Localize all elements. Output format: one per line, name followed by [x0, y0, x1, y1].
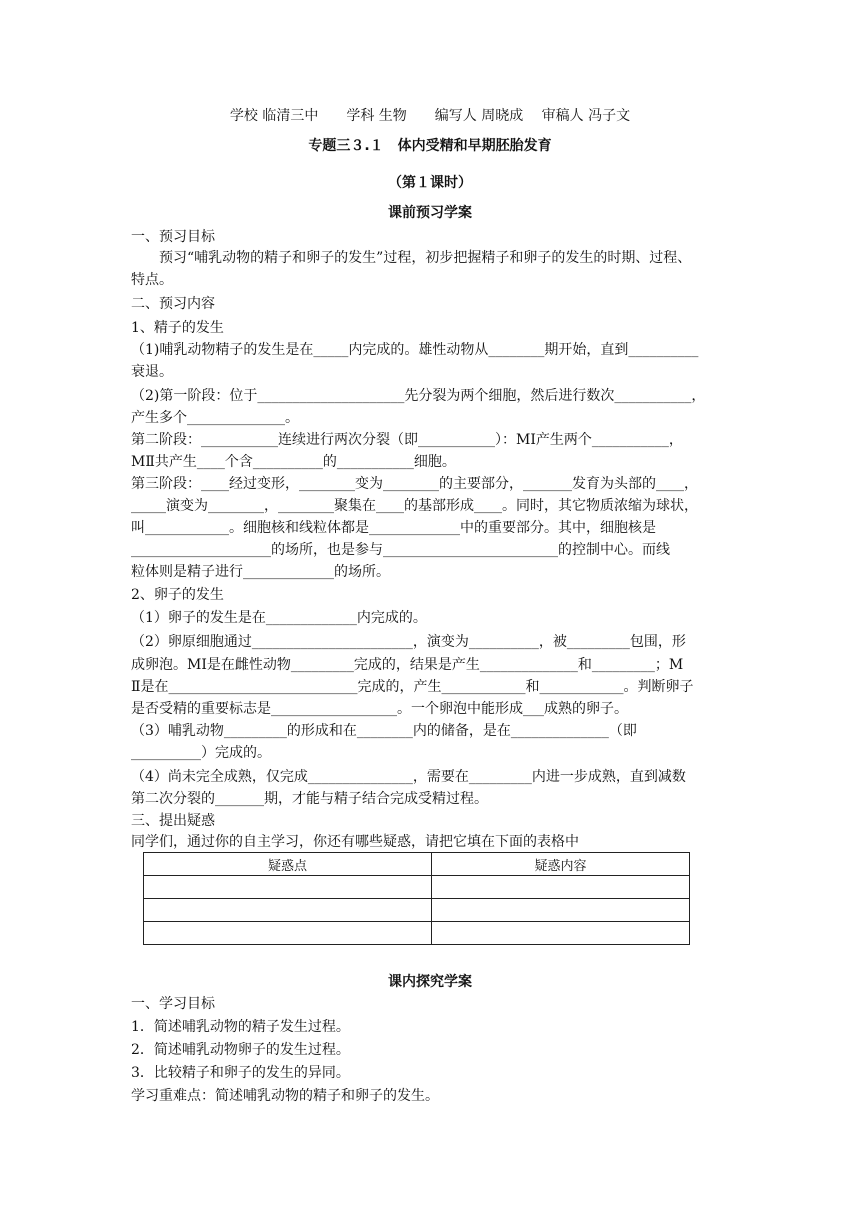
table-cell[interactable]	[144, 876, 432, 899]
table-cell[interactable]	[432, 876, 690, 899]
heading-doubts: 三、提出疑惑	[131, 813, 215, 829]
heading-sperm: 1、精子的发生	[131, 320, 224, 336]
section-title-preview: 课前预习学案	[388, 205, 472, 221]
learning-goal-1: 1．简述哺乳动物的精子发生过程。	[131, 1019, 350, 1035]
learning-goal-3: 3．比较精子和卵子的发生的异同。	[131, 1065, 350, 1081]
egg-item-3-cont: __________）完成的。	[131, 745, 271, 761]
section-title-inclass: 课内探究学案	[388, 974, 472, 990]
sperm-stage-3-cont4: 粒体则是精子进行_____________的场所。	[131, 564, 390, 580]
egg-item-4: （4）尚未完全成熟，仅完成_______________，需要在_________内进一步成熟，直到减数	[131, 769, 686, 785]
egg-item-2-cont1: 成卵泡。MⅠ是在雌性动物_________完成的，结果是产生______________和_________；M	[131, 657, 684, 673]
egg-item-2-cont2: Ⅱ是在___________________________完成的，产生____________和____________。判断卵子	[131, 679, 694, 695]
heading-learning-goals: 一、学习目标	[131, 996, 215, 1012]
doubts-prompt: 同学们，通过你的自主学习，你还有哪些疑惑，请把它填在下面的表格中	[131, 834, 579, 850]
sperm-stage-3-cont2: 叫____________。细胞核和线粒体都是_____________中的重要部分。其中，细胞核是	[131, 520, 656, 536]
key-difficulty: 学习重难点：简述哺乳动物的精子和卵子的发生。	[131, 1088, 439, 1104]
doubts-table	[143, 852, 690, 945]
preview-goal-text-cont: 特点。	[131, 272, 173, 288]
table-cell[interactable]	[144, 899, 432, 922]
egg-item-2: （2）卵原细胞通过_______________________，演变为__________，被_________包围，形	[131, 634, 686, 650]
table-header-doubt-content: 疑惑内容	[432, 853, 690, 876]
preview-goal-text: 预习“哺乳动物的精子和卵子的发生”过程，初步把握精子和卵子的发生的时期、过程、	[159, 250, 692, 266]
table-row	[144, 899, 690, 922]
egg-item-2-cont3: 是否受精的重要标志是__________________。一个卵泡中能形成___成熟的卵子。	[131, 701, 628, 717]
table-row	[144, 876, 690, 899]
sperm-stage-2-cont: MⅡ共产生____个含__________的___________细胞。	[131, 454, 456, 470]
lesson-label: （第１课时）	[388, 175, 472, 191]
table-cell[interactable]	[432, 922, 690, 945]
egg-item-4-cont: 第二次分裂的_______期，才能与精子结合完成受精过程。	[131, 791, 488, 807]
sperm-item-2: （2)第一阶段：位于_____________________先分裂为两个细胞，然后进行数次___________，	[131, 388, 706, 404]
sperm-stage-3: 第三阶段：____经过变形，________变为________的主要部分，_______发育为头部的____，	[131, 476, 698, 492]
sperm-item-1-cont: 衰退。	[131, 364, 173, 380]
sperm-stage-3-cont1: _____演变为________，________聚集在____的基部形成____。同时，其它物质浓缩为球状，	[131, 498, 698, 514]
table-header-row	[144, 853, 690, 876]
school-info-line: 学校 临清三中 学科 生物 编写人 周晓成 审稿人 冯子文	[229, 108, 631, 124]
heading-preview-goal: 一、预习目标	[131, 229, 215, 245]
table-row	[144, 922, 690, 945]
sperm-item-2-cont: 产生多个______________。	[131, 410, 299, 426]
table-header-doubt-point: 疑惑点	[144, 853, 432, 876]
document-title: 专题三３.１ 体内受精和早期胚胎发育	[308, 138, 552, 154]
egg-item-1: （1）卵子的发生是在_____________内完成的。	[131, 610, 427, 626]
learning-goal-2: 2．简述哺乳动物卵子的发生过程。	[131, 1042, 350, 1058]
egg-item-3: （3）哺乳动物_________的形成和在________内的储备，是在______________（即	[131, 723, 637, 739]
table-cell[interactable]	[144, 922, 432, 945]
heading-preview-content: 二、预习内容	[131, 296, 215, 312]
sperm-item-1: （1)哺乳动物精子的发生是在_____内完成的。雄性动物从________期开始，直到__________	[131, 342, 699, 358]
sperm-stage-3-cont3: ____________________的场所，也是参与_________________________的控制中心。而线	[131, 542, 670, 558]
table-cell[interactable]	[432, 899, 690, 922]
sperm-stage-2: 第二阶段：___________连续进行两次分裂（即___________）：MⅠ产生两个___________，	[131, 432, 683, 448]
heading-egg: 2、卵子的发生	[131, 587, 224, 603]
